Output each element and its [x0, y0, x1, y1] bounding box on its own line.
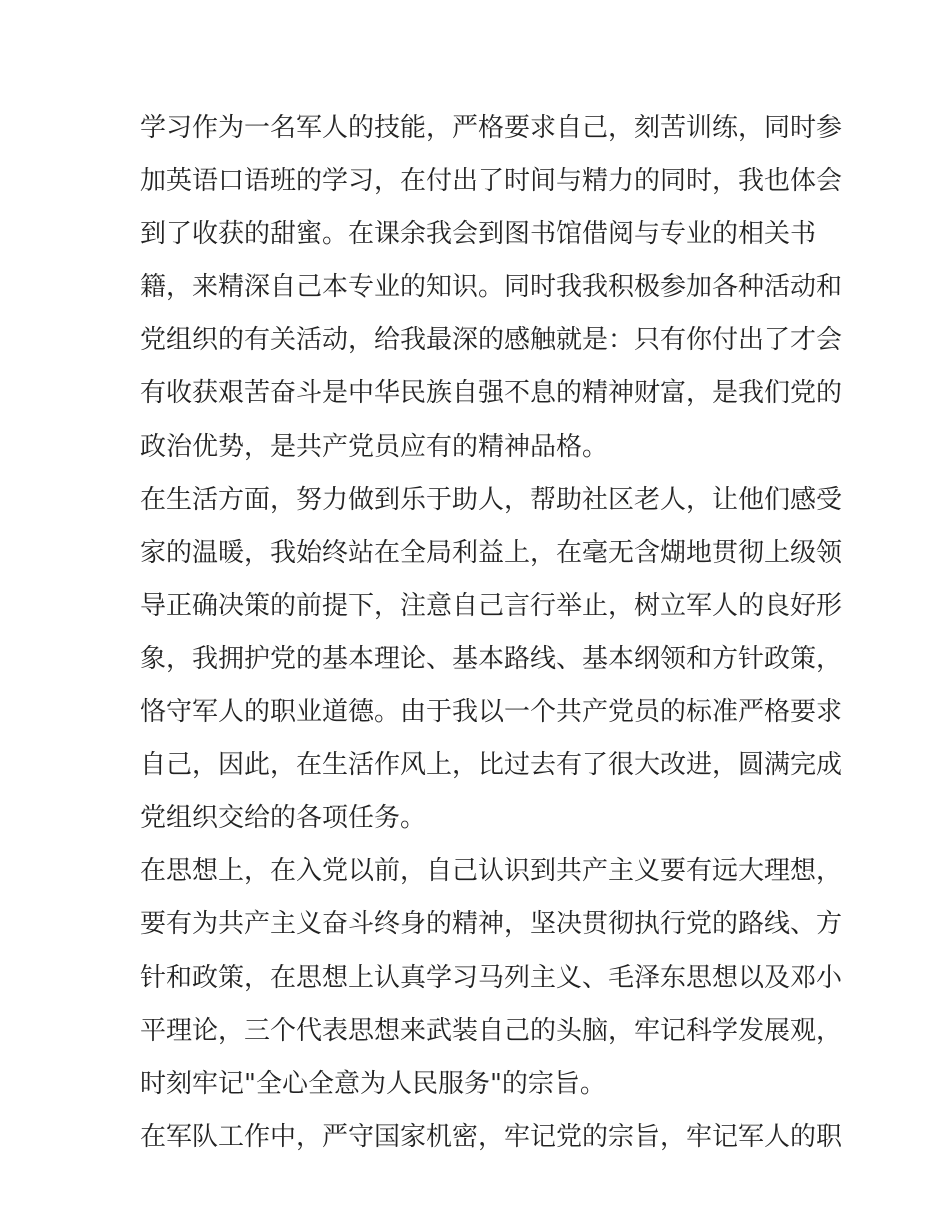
text-line: 家的温暖，我始终站在全局利益上，在毫无含煳地贯彻上级领	[140, 537, 843, 568]
text-line: 平理论，三个代表思想来武装自己的头脑，牢记科学发展观，	[140, 1015, 843, 1046]
text-line: 加英语口语班的学习，在付出了时间与精力的同时，我也体会	[140, 166, 843, 197]
text-line: 恪守军人的职业道德。由于我以一个共产党员的标准严格要求	[140, 697, 843, 728]
text-line: 有收获艰苦奋斗是中华民族自强不息的精神财富，是我们党的	[140, 378, 843, 409]
text-line: 党组织交给的各项任务。	[140, 803, 427, 834]
text-line: 党组织的有关活动，给我最深的感触就是：只有你付出了才会	[140, 325, 843, 356]
text-line: 在生活方面，努力做到乐于助人，帮助社区老人，让他们感受	[140, 484, 843, 515]
text-line: 象，我拥护党的基本理论、基本路线、基本纲领和方针政策，	[140, 643, 843, 674]
text-line: 针和政策，在思想上认真学习马列主义、毛泽东思想以及邓小	[140, 962, 843, 993]
text-line: 导正确决策的前提下，注意自己言行举止，树立军人的良好形	[140, 590, 843, 621]
text-line: 到了收获的甜蜜。在课余我会到图书馆借阅与专业的相关书	[140, 219, 817, 250]
text-line: 在军队工作中，严守国家机密，牢记党的宗旨，牢记军人的职	[140, 1121, 843, 1152]
text-line: 时刻牢记"全心全意为人民服务"的宗旨。	[140, 1068, 606, 1099]
text-line: 要有为共产主义奋斗终身的精神，坚决贯彻执行党的路线、方	[140, 909, 843, 940]
text-line: 学习作为一名军人的技能，严格要求自己，刻苦训练，同时参	[140, 113, 843, 143]
text-line: 政治优势，是共产党员应有的精神品格。	[140, 431, 609, 462]
text-line: 在思想上，在入党以前，自己认识到共产主义要有远大理想，	[140, 856, 843, 887]
text-line: 籍，来精深自己本专业的知识。同时我我积极参加各种活动和	[140, 272, 843, 303]
document-body	[140, 104, 843, 1166]
text-line: 自己，因此，在生活作风上，比过去有了很大改进，圆满完成	[140, 750, 843, 781]
